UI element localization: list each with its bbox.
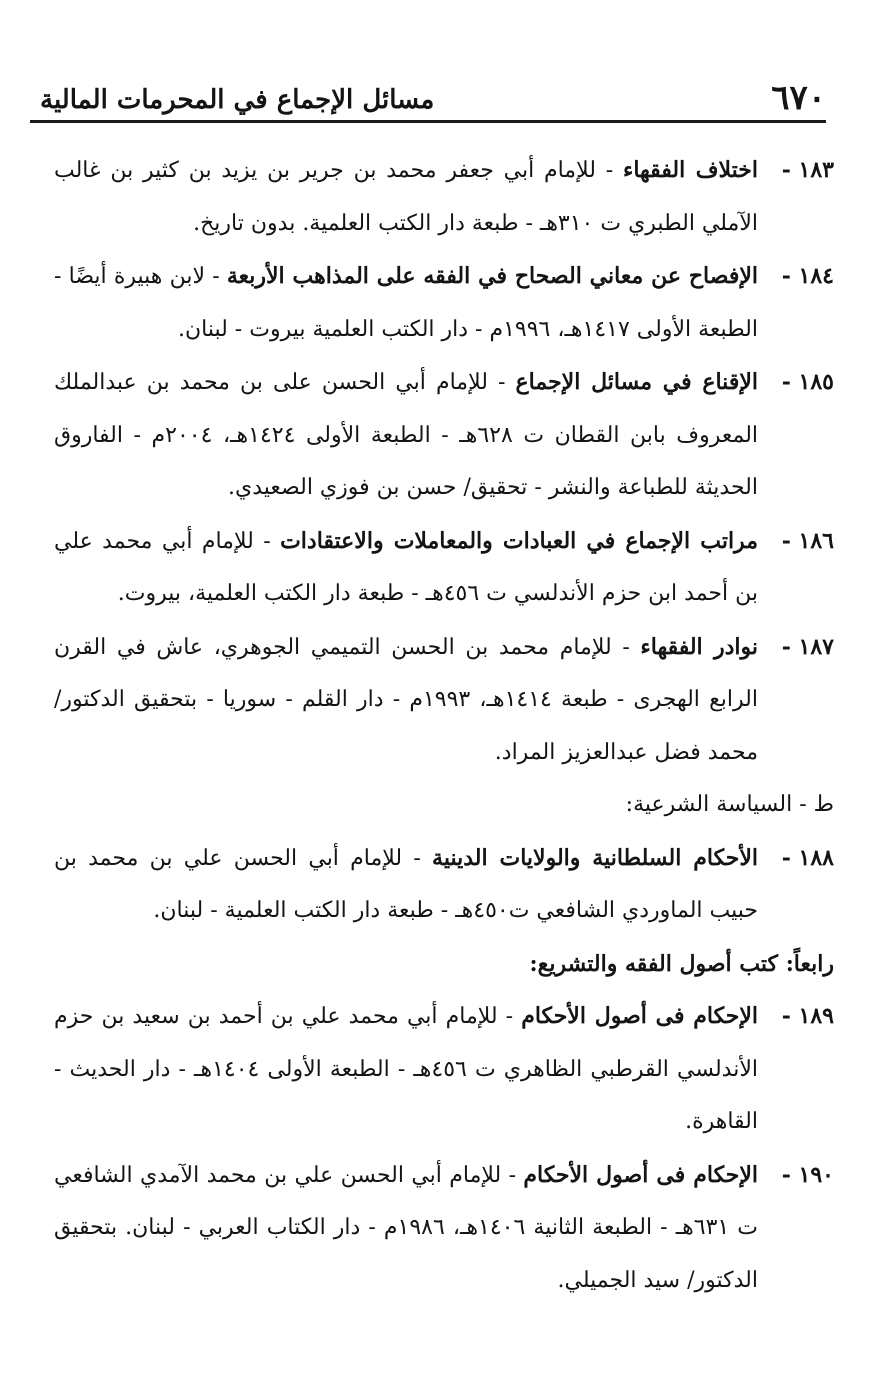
entry-number: ١٩٠ - [781,1161,834,1188]
section-heading-politics: ط - السياسة الشرعية: [625,792,834,817]
bibliography-entry-188 [54,832,834,938]
entry-details: - لابن هبيرة أيضًا - الطبعة الأولى ١٤١٧هـ، ١٩٩٦م - دار الكتب العلمية بيروت - لبنان. [54,264,758,342]
entry-details: - للإمام أبي الحسن علي بن محمد الآمدي الشافعي ت ٦٣١هـ - الطبعة الثانية ١٤٠٦هـ، ١٩٨٦م - دار الكتاب العربي - لبنان. بتحقيق الدكتور/ سيد الجميلي. [54,1162,758,1293]
entry-title: الإحكام فى أصول الأحكام [521,1003,758,1029]
header-rule [30,120,826,123]
bibliography-entry-183 [54,144,834,250]
entry-title: الإقناع في مسائل الإجماع [515,369,758,395]
bibliography-entry-187 [54,621,834,780]
page-number: ٦٧٠ [771,78,826,118]
entry-title: الإفصاح عن معاني الصحاح في الفقه على المذاهب الأربعة [226,263,758,289]
entry-number: ١٨٨ - [781,844,834,871]
bibliography-entry-185 [54,356,834,515]
entry-number: ١٨٧ - [781,633,834,660]
entry-number: ١٨٣ - [781,157,834,183]
entry-number: ١٨٩ - [781,1003,834,1029]
entry-number: ١٨٥ - [781,369,834,395]
entry-details: - للإمام أبي محمد علي بن أحمد ابن حزم الأندلسي ت ٤٥٦هـ - طبعة دار الكتب العلمية، بيروت. [54,528,758,606]
entry-number: ١٨٦ - [781,527,834,554]
section-heading-usul: رابعاً: كتب أصول الفقه والتشريع: [529,950,834,977]
bibliography-entry-184 [54,250,834,356]
bibliography-list [54,144,834,1307]
entry-details: - للإمام أبي محمد علي بن أحمد بن سعيد بن حزم الأندلسي القرطبي الظاهري ت ٤٥٦هـ - الطبعة الأولى ١٤٠٤هـ - دار الحديث - القاهرة. [54,1004,758,1134]
entry-title: اختلاف الفقهاء [622,157,758,183]
entry-details: - للإمام محمد بن الحسن التميمي الجوهري، عاش في القرن الرابع الهجرى - طبعة ١٤١٤هـ، ١٩٩٣م - دار القلم - سوريا - بتحقيق الدكتور/ محمد فضل عبدالعزيز المراد. [54,634,758,765]
bibliography-entry-186 [54,515,834,621]
entry-title: الأحكام السلطانية والولايات الدينية [432,844,758,871]
bibliography-entry-190 [54,1149,834,1308]
entry-number: ١٨٤ - [781,263,834,289]
running-title: مسائل الإجماع في المحرمات المالية [40,85,435,115]
bibliography-entry-189 [54,990,834,1149]
entry-title: الإحكام فى أصول الأحكام [523,1161,758,1188]
entry-title: نوادر الفقهاء [640,633,758,660]
entry-details: - للإمام أبي الحسن على بن محمد بن عبدالملك المعروف بابن القطان ت ٦٢٨هـ - الطبعة الأولى ١٤٢٤هـ، ٢٠٠٤م - الفاروق الحديثة للطباعة والنشر - تحقيق/ حسن بن فوزي الصعيدي. [54,370,759,500]
page-header [34,78,826,122]
entry-details: - للإمام أبي جعفر محمد بن جرير بن يزيد بن كثير بن غالب الآملي الطبري ت ٣١٠هـ - طبعة دار الكتب العلمية. بدون تاريخ. [54,158,758,236]
entry-title: مراتب الإجماع في العبادات والمعاملات والاعتقادات [280,527,758,554]
entry-details: - للإمام أبي الحسن علي بن محمد بن حبيب الماوردي الشافعي ت٤٥٠هـ - طبعة دار الكتب العلمية - لبنان. [54,845,758,923]
